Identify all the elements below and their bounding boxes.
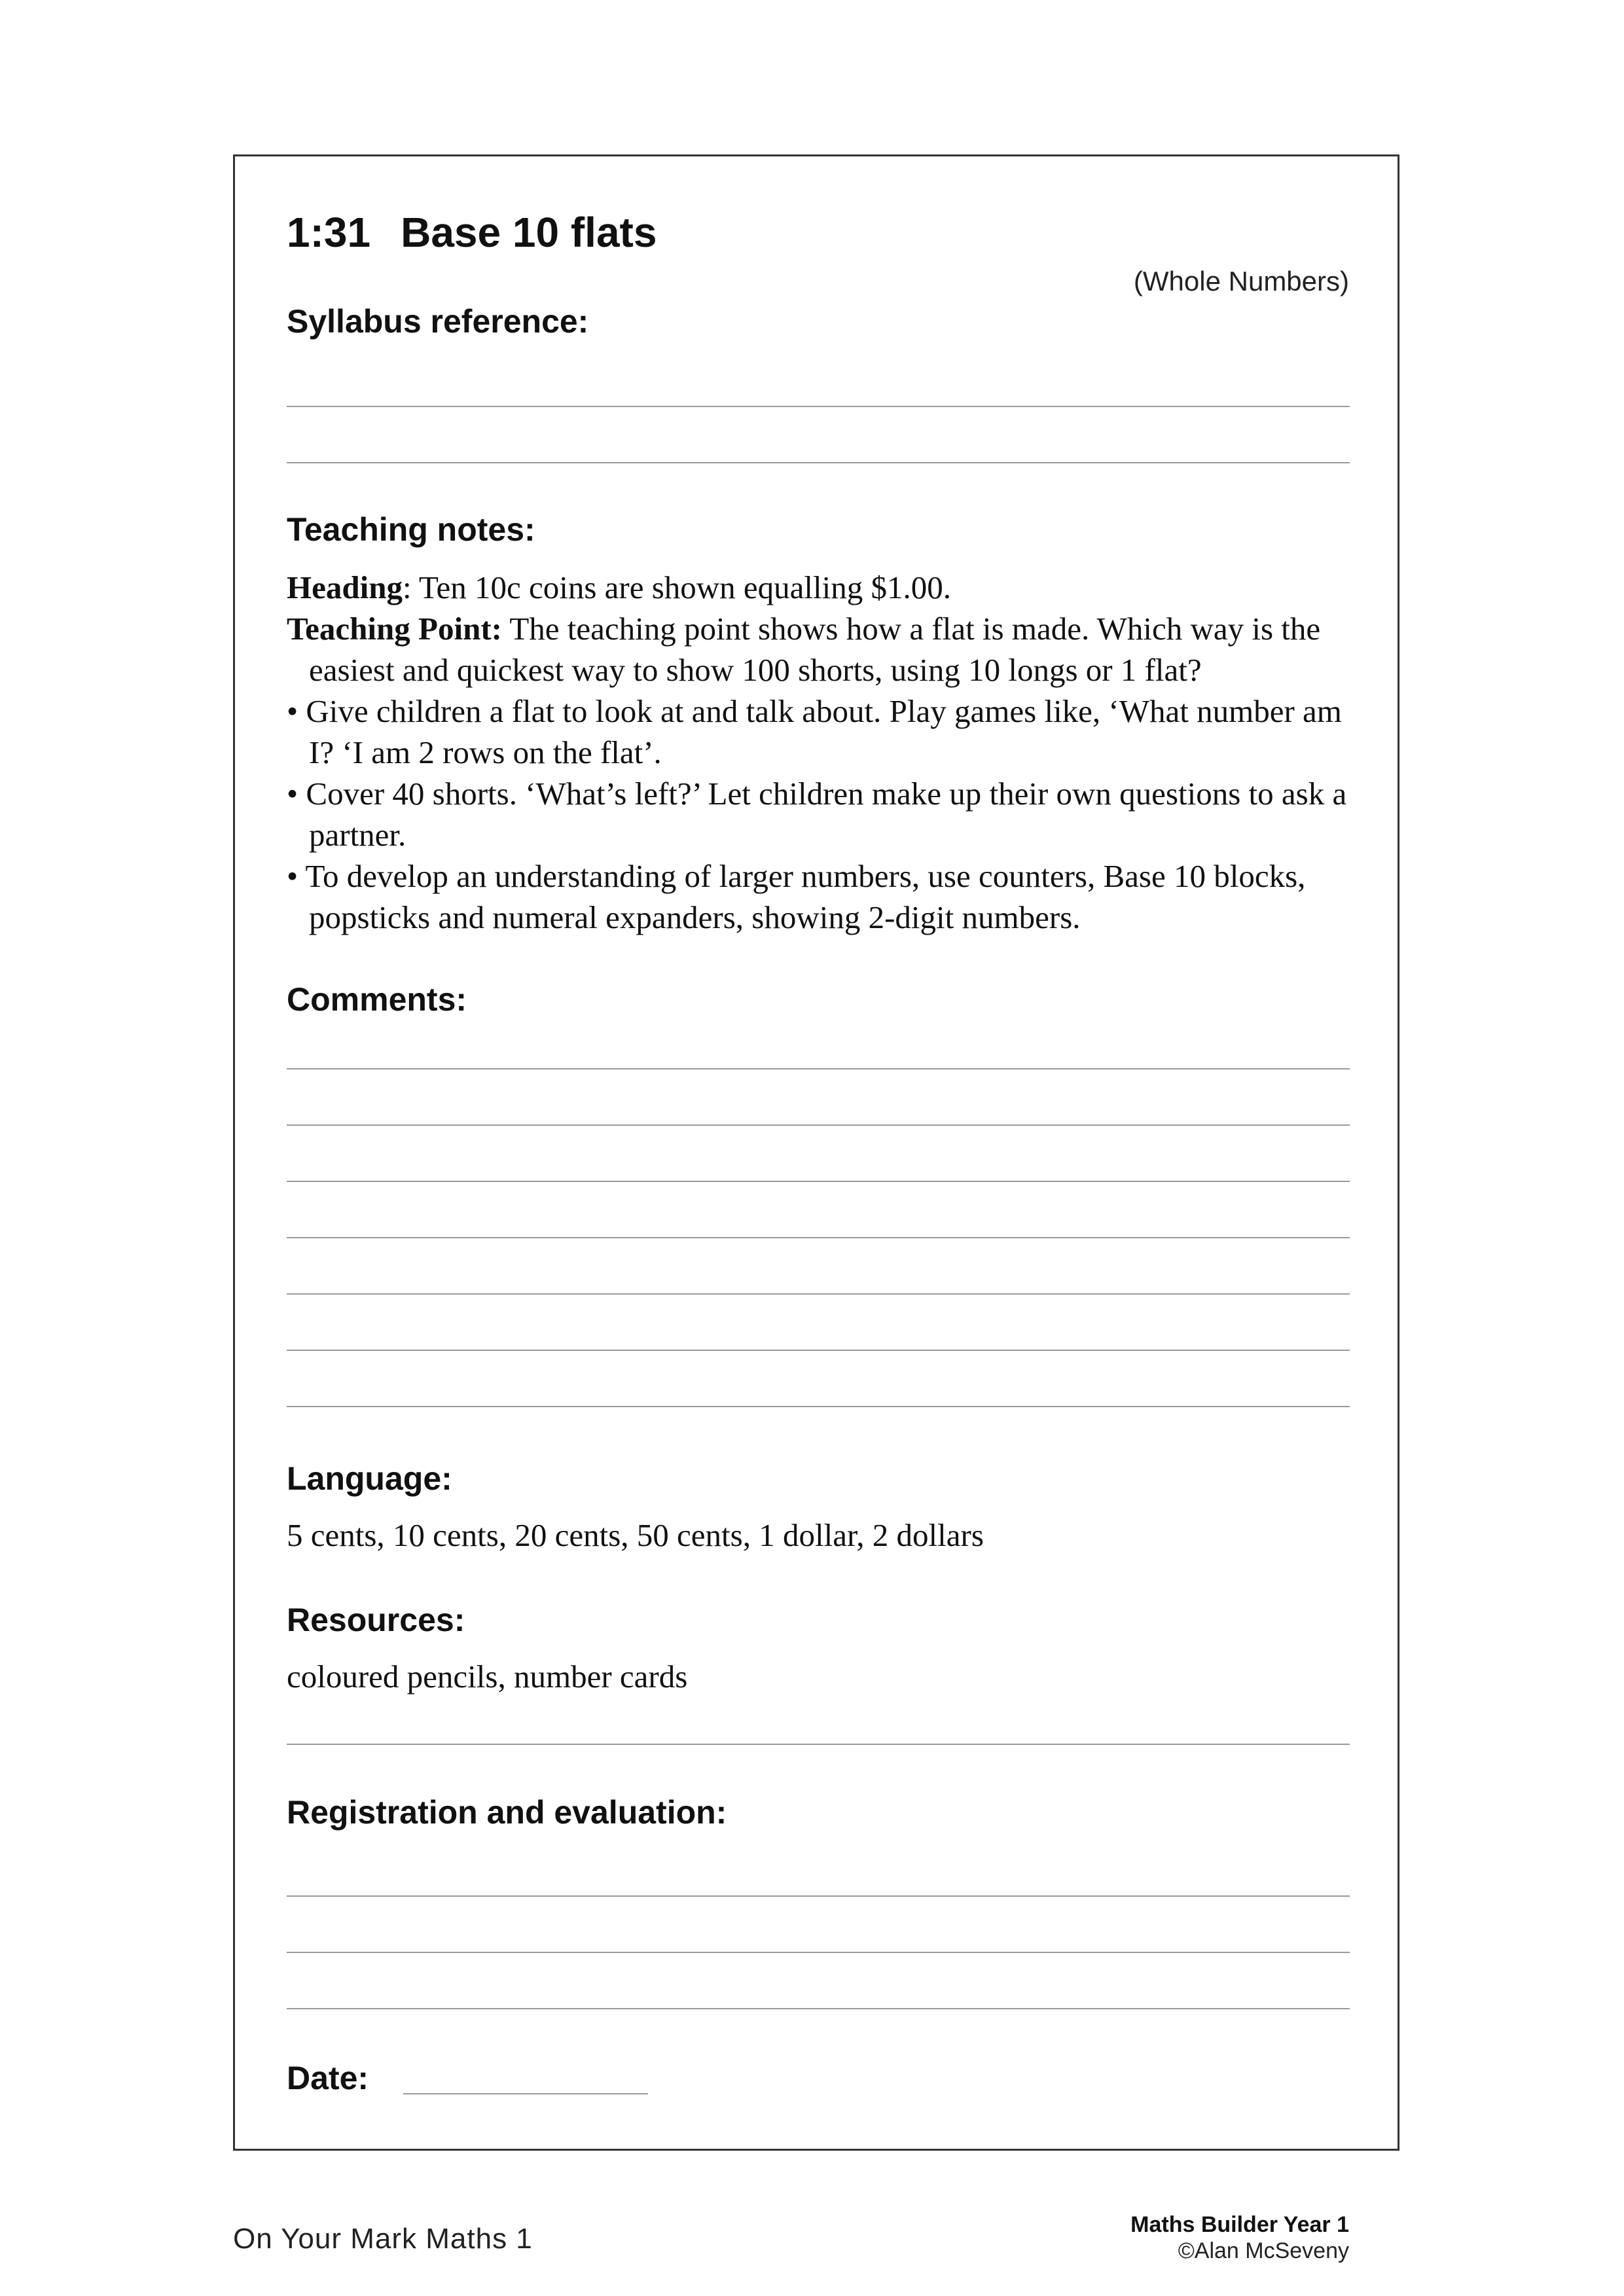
- comments-line-2[interactable]: [287, 1124, 1350, 1126]
- resources-text: coloured pencils, number cards: [287, 1659, 688, 1695]
- registration-line-3[interactable]: [287, 2008, 1350, 2009]
- date-label: Date:: [287, 2060, 369, 2096]
- registration-line-2[interactable]: [287, 1952, 1350, 1953]
- comments-heading: Comments:: [287, 981, 467, 1018]
- syllabus-line-1[interactable]: [287, 406, 1350, 407]
- heading-note: [287, 567, 1360, 608]
- bullet-item: • Cover 40 shorts. ‘What’s left?’ Let children make up their own questions to ask a partner.: [287, 776, 1347, 853]
- language-text: 5 cents, 10 cents, 20 cents, 50 cents, 1 dollar, 2 dollars: [287, 1517, 984, 1553]
- heading-text: : Ten 10c coins are shown equalling $1.00.: [402, 569, 952, 605]
- resources-line[interactable]: [287, 1744, 1350, 1745]
- footer-book-title: Maths Builder Year 1: [1130, 2212, 1349, 2237]
- footer-credit: [1130, 2211, 1349, 2263]
- page-title: [287, 208, 657, 257]
- resources-heading: Resources:: [287, 1602, 465, 1638]
- registration-heading: Registration and evaluation:: [287, 1794, 727, 1831]
- lesson-number: 1:31: [287, 209, 371, 256]
- teaching-notes-body: [287, 567, 1360, 938]
- bullet-item: • Give children a flat to look at and talk about. Play games like, ‘What number am I? ‘I am 2 rows on the flat’.: [287, 693, 1342, 770]
- footer-series: On Your Mark Maths 1: [233, 2223, 533, 2255]
- date-field-line[interactable]: [403, 2093, 648, 2094]
- teaching-point-note: [287, 608, 1360, 691]
- teaching-notes-heading: Teaching notes:: [287, 511, 535, 548]
- lesson-title: Base 10 flats: [401, 209, 657, 256]
- comments-line-4[interactable]: [287, 1237, 1350, 1238]
- teaching-point-text: The teaching point shows how a flat is made. Which way is the easiest and quickest way to show 100 shorts, using 10 longs or 1 flat?: [309, 611, 1321, 688]
- heading-label: Heading: [287, 569, 403, 605]
- bullet-item: • To develop an understanding of larger numbers, use counters, Base 10 blocks, popsticks and numeral expanders, showing 2-digit numbers.: [287, 858, 1306, 935]
- comments-line-1[interactable]: [287, 1068, 1350, 1069]
- page-border: [233, 154, 1399, 2151]
- comments-line-7[interactable]: [287, 1406, 1350, 1407]
- teaching-point-label: Teaching Point:: [287, 611, 502, 647]
- syllabus-line-2[interactable]: [287, 462, 1350, 463]
- footer-copyright: ©Alan McSeveny: [1178, 2238, 1349, 2263]
- comments-line-6[interactable]: [287, 1350, 1350, 1351]
- topic-label: (Whole Numbers): [1133, 266, 1349, 296]
- comments-line-5[interactable]: [287, 1293, 1350, 1295]
- syllabus-heading: Syllabus reference:: [287, 303, 589, 340]
- language-heading: Language:: [287, 1460, 452, 1497]
- comments-line-3[interactable]: [287, 1181, 1350, 1182]
- registration-line-1[interactable]: [287, 1895, 1350, 1897]
